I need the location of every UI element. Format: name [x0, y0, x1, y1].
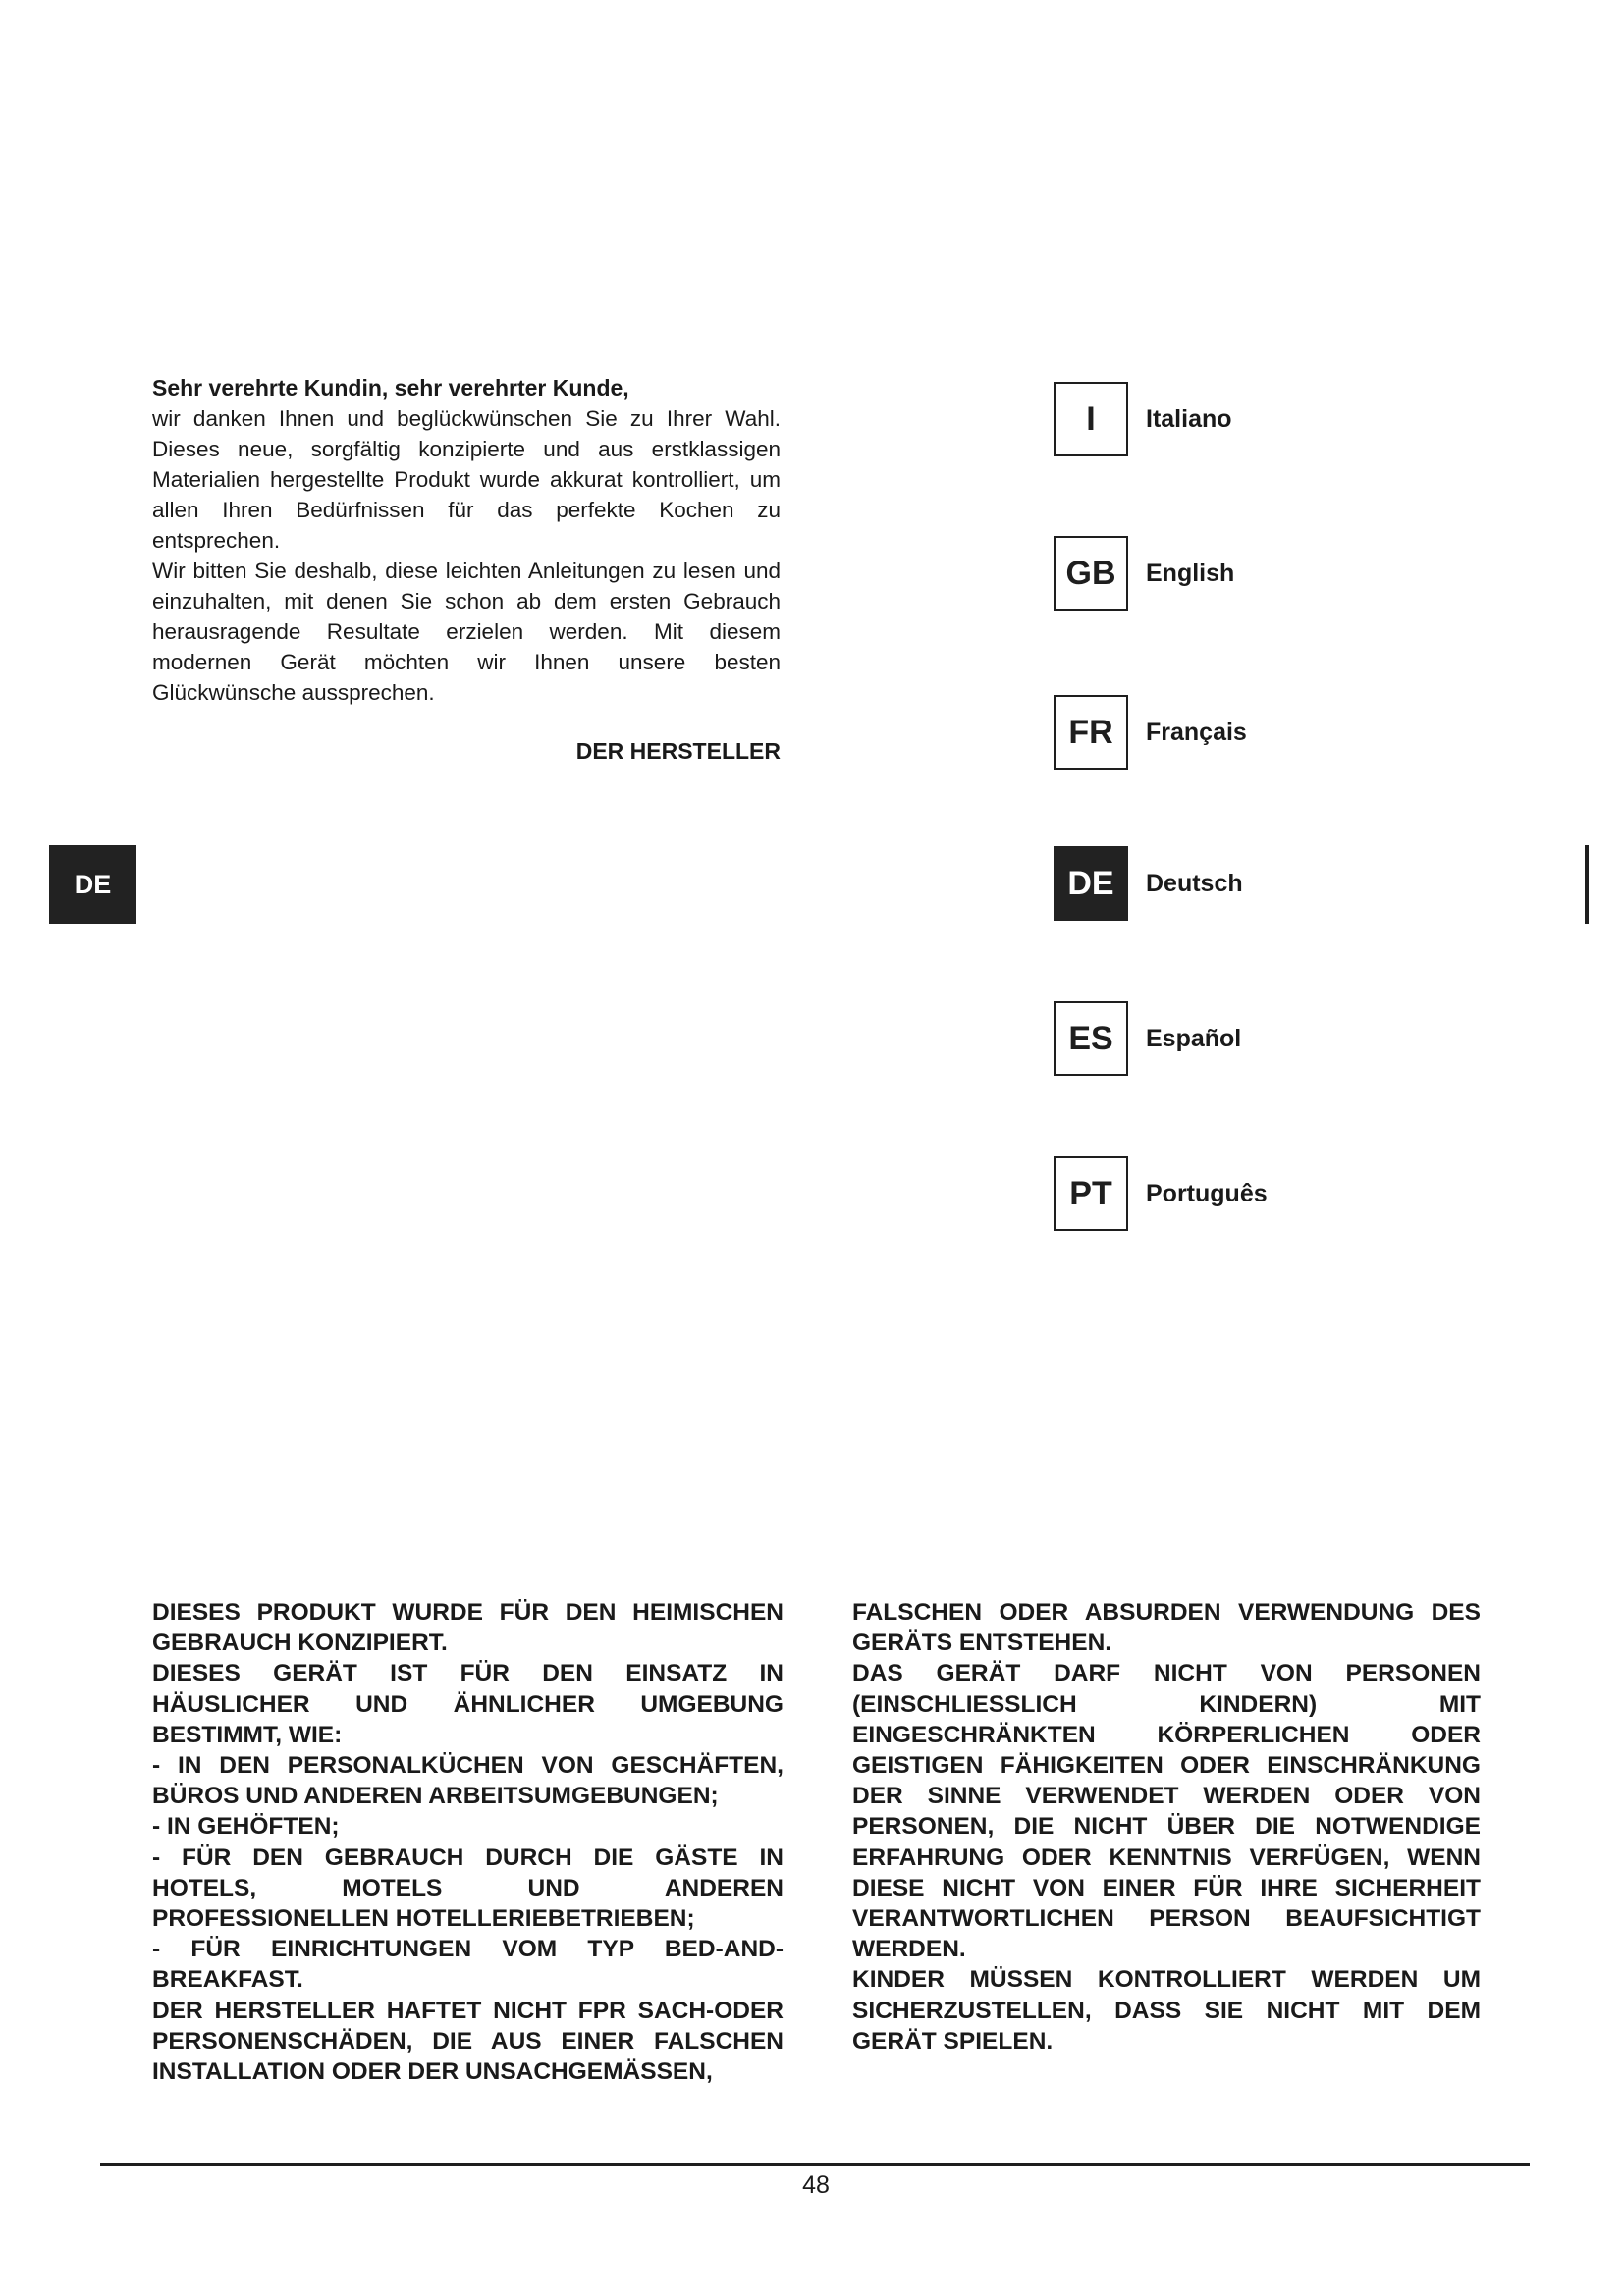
language-item-espanol[interactable]	[1054, 1001, 1241, 1076]
language-name[interactable]: Français	[1146, 718, 1247, 746]
language-code-box[interactable]: FR	[1054, 695, 1128, 770]
warning-paragraph: DER HERSTELLER HAFTET NICHT FPR SACH-ODER PERSONENSCHÄDEN, DIE AUS EINER FALSCHEN INSTALLATION ODER DER UNSACHGEMÄSSEN,	[152, 1997, 784, 2086]
warning-column-right	[852, 1597, 1481, 2056]
language-item-portugues[interactable]	[1054, 1156, 1268, 1231]
warning-paragraph: - IN DEN PERSONALKÜCHEN VON GESCHÄFTEN, BÜROS UND ANDEREN ARBEITSUMGEBUNGEN;	[152, 1752, 784, 1810]
language-item-italiano[interactable]	[1054, 382, 1232, 456]
language-code-box[interactable]: PT	[1054, 1156, 1128, 1231]
warning-paragraph: - IN GEHÖFTEN;	[152, 1813, 340, 1841]
warning-paragraph: - FÜR DEN GEBRAUCH DURCH DIE GÄSTE IN HOTELS, MOTELS UND ANDEREN PROFESSIONELLEN HOTELLERIEBETRIEBEN;	[152, 1843, 784, 1933]
language-name[interactable]: Português	[1146, 1179, 1268, 1207]
intro-paragraph: wir danken Ihnen und beglückwünschen Sie zu Ihrer Wahl. Dieses neue, sorgfältig konzipierte und aus erstklassigen Materialien hergestellte Produkt wurde akkurat kontrolliert, um allen Ihren Bedürfnissen für das perfekte Kochen zu entsprechen.	[152, 406, 781, 553]
warning-paragraph: DAS GERÄT DARF NICHT VON PERSONEN (EINSCHLIESSLICH KINDERN) MIT EINGESCHRÄNKTEN KÖRPERLICHEN ODER GEISTIGEN FÄHIGKEITEN ODER EINSCHRÄNKUNG DER SINNE VERWENDET WERDEN ODER VON PERSONEN, DIE NICHT ÜBER DIE NOTWENDIGE ERFAHRUNG ODER KENNTNIS VERFÜGEN, WENN DIESE NICHT VON EINER FÜR IHRE SICHERHEIT VERANTWORTLICHEN PERSON BEAUFSICHTIGT WERDEN.	[852, 1660, 1481, 1963]
language-item-francais[interactable]	[1054, 695, 1247, 770]
active-language-marker	[1585, 845, 1589, 924]
language-item-deutsch[interactable]	[1054, 846, 1243, 921]
intro-body	[152, 403, 781, 708]
warning-paragraph: FALSCHEN ODER ABSURDEN VERWENDUNG DES GERÄTS ENTSTEHEN.	[852, 1599, 1481, 1657]
language-list	[1054, 0, 1446, 1276]
language-item-english[interactable]	[1054, 536, 1234, 611]
language-name[interactable]: Deutsch	[1146, 869, 1243, 897]
intro-paragraph: Wir bitten Sie deshalb, diese leichten Anleitungen zu lesen und einzuhalten, mit denen Sie schon ab dem ersten Gebrauch herausragende Resultate erzielen werden. Mit diesem modernen Gerät möchten wir Ihnen unsere besten Glückwünsche aussprechen.	[152, 559, 781, 705]
intro-greeting: Sehr verehrte Kundin, sehr verehrter Kunde,	[152, 375, 629, 400]
language-side-tab: DE	[49, 845, 136, 924]
footer-divider	[100, 2163, 1530, 2166]
warning-paragraph: KINDER MÜSSEN KONTROLLIERT WERDEN UM SICHERZUSTELLEN, DASS SIE NICHT MIT DEM GERÄT SPIELEN.	[852, 1966, 1481, 2055]
language-code-box[interactable]: GB	[1054, 536, 1128, 611]
language-name[interactable]: Español	[1146, 1024, 1242, 1052]
warning-column-left	[152, 1597, 784, 2087]
page-number: 48	[802, 2171, 830, 2199]
language-code-box-active[interactable]: DE	[1054, 846, 1128, 921]
warning-paragraph: - FÜR EINRICHTUNGEN VOM TYP BED-AND-BREAKFAST.	[152, 1936, 784, 1994]
language-name[interactable]: English	[1146, 559, 1235, 587]
warning-paragraph: DIESES GERÄT IST FÜR DEN EINSATZ IN HÄUSLICHER UND ÄHNLICHER UMGEBUNG BESTIMMT, WIE:	[152, 1660, 784, 1748]
language-code-box[interactable]: I	[1054, 382, 1128, 456]
intro-signature: DER HERSTELLER	[575, 738, 781, 764]
warning-paragraph: DIESES PRODUKT WURDE FÜR DEN HEIMISCHEN GEBRAUCH KONZIPIERT.	[152, 1599, 784, 1657]
intro-letter	[152, 373, 781, 765]
language-code-box[interactable]: ES	[1054, 1001, 1128, 1076]
language-name[interactable]: Italiano	[1146, 404, 1232, 433]
